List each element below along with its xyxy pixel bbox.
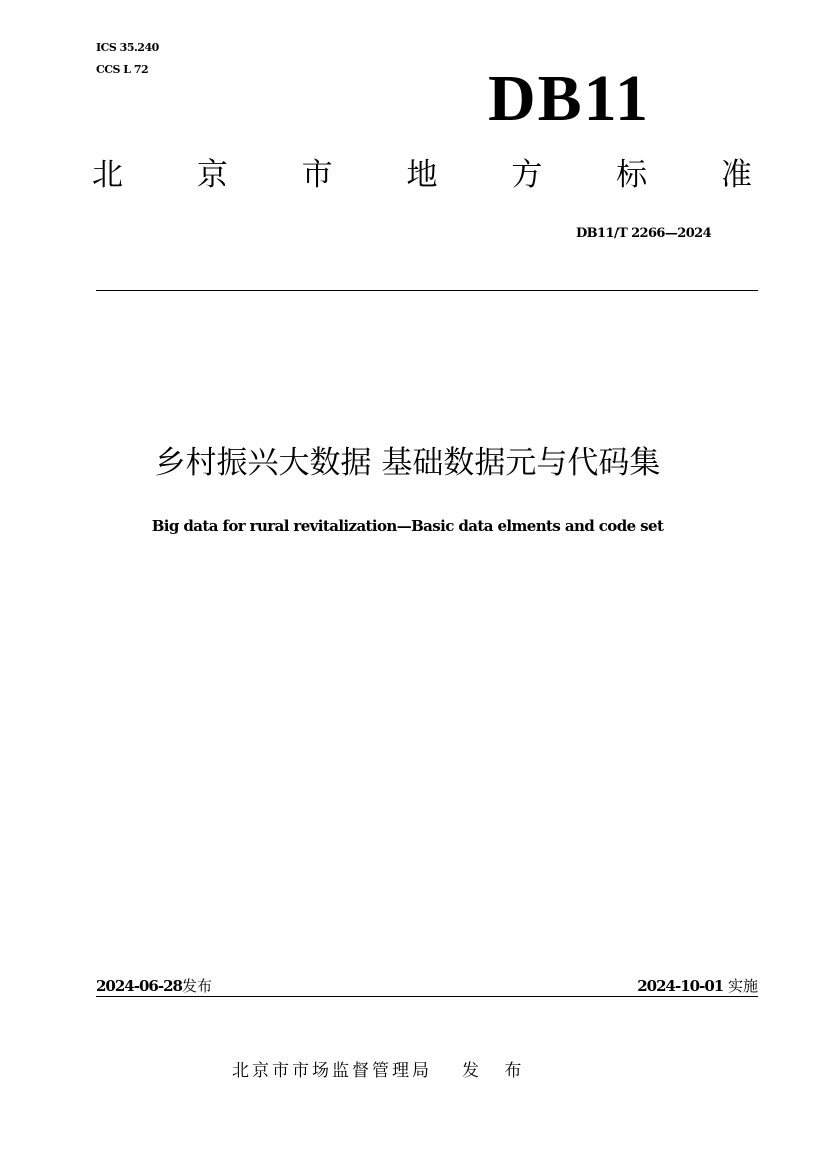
title-english: Big data for rural revitalization—Basic data elments and code set [151,517,664,535]
implement-date-value: 2024-10-01 [637,977,724,995]
standard-type-heading [92,157,752,193]
footer-divider [96,996,758,997]
implement-date-label: 实施 [727,977,758,995]
publish-date-label: 发布 [181,977,212,995]
publisher-name: 北京市市场监督管理局 [232,1061,432,1081]
standard-type-char: 北 [92,157,123,193]
release-label: 发 布 [462,1061,532,1081]
standard-type-char: 标 [616,157,648,193]
publish-date-value: 2024-06-28 [96,977,182,995]
ics-code: ICS 35.240 [96,41,159,54]
standard-type-char: 方 [511,157,543,193]
standard-type-char: 京 [196,157,228,193]
standard-number: DB11/T 2266—2024 [576,226,712,241]
publisher [232,1056,531,1081]
publish-date [96,975,212,996]
title-chinese: 乡村振兴大数据 基础数据元与代码集 [154,445,661,481]
standard-type-char: 地 [406,157,438,193]
standard-type-char: 市 [301,157,333,193]
standard-type-char: 准 [720,157,752,193]
ccs-code: CCS L 72 [96,63,149,76]
header-divider [96,290,758,291]
implement-date [637,975,758,996]
standard-logo: DB11 [488,62,651,135]
